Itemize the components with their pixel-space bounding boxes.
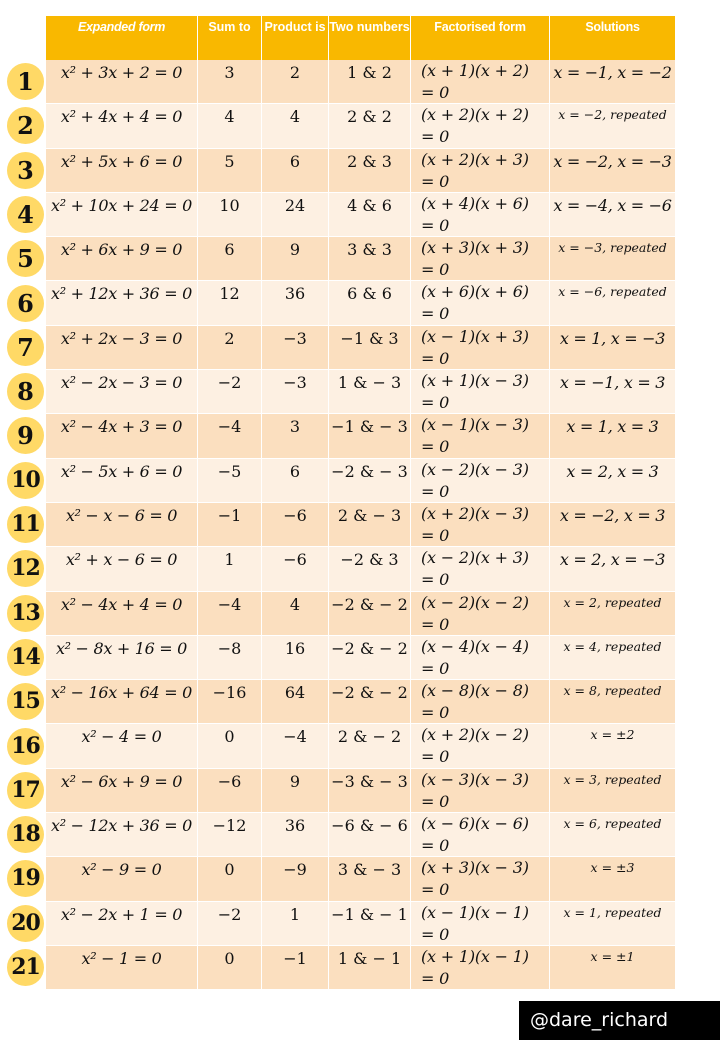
solution-cell: x = 6, repeated — [550, 813, 676, 857]
two-numbers-cell: −2 & − 2 — [329, 592, 411, 636]
factorising-table — [46, 16, 676, 990]
solution-cell: x = −6, repeated — [550, 281, 676, 325]
factorised-line-1: (x + 4)(x + 6) — [421, 193, 529, 213]
solution-cell: x = −4, x = −6 — [550, 193, 676, 237]
solution-cell: x = 1, x = −3 — [550, 326, 676, 370]
sum-cell: 0 — [198, 724, 262, 768]
row-number-badge: 14 — [7, 639, 44, 676]
factorised-line-1: (x − 6)(x − 6) — [421, 814, 529, 834]
table-row — [46, 326, 676, 370]
product-cell: 6 — [262, 149, 329, 193]
row-number-badge: 20 — [7, 905, 44, 942]
expanded-form-cell: x² + 12x + 36 = 0 — [46, 281, 198, 325]
product-cell: −4 — [262, 724, 329, 768]
factorised-line-2: = 0 — [421, 304, 450, 324]
solution-cell: x = −2, repeated — [550, 104, 676, 148]
row-number-badge: 8 — [7, 373, 44, 410]
row-number-badge: 6 — [7, 285, 44, 322]
row-number-badge: 19 — [7, 860, 44, 897]
expanded-form-cell: x² − 6x + 9 = 0 — [46, 769, 198, 813]
product-cell: 24 — [262, 193, 329, 237]
product-cell: 16 — [262, 636, 329, 680]
factorised-line-2: = 0 — [421, 437, 450, 457]
row-number-badge: 7 — [7, 329, 44, 366]
factorised-line-2: = 0 — [421, 614, 450, 634]
factorised-line-2: = 0 — [421, 880, 450, 900]
expanded-form-cell: x² − 5x + 6 = 0 — [46, 459, 198, 503]
two-numbers-cell: 1 & 2 — [329, 60, 411, 104]
sum-cell: −8 — [198, 636, 262, 680]
factorised-form-cell — [411, 281, 550, 325]
product-cell: 4 — [262, 592, 329, 636]
factorised-form-cell — [411, 813, 550, 857]
table-body — [46, 60, 676, 990]
sum-cell: −4 — [198, 592, 262, 636]
factorised-line-1: (x − 2)(x + 3) — [421, 548, 529, 568]
table-row — [46, 237, 676, 281]
factorised-form-cell — [411, 60, 550, 104]
factorised-line-2: = 0 — [421, 747, 450, 767]
two-numbers-cell: −6 & − 6 — [329, 813, 411, 857]
table-row — [46, 193, 676, 237]
factorised-line-1: (x − 1)(x − 3) — [421, 415, 529, 435]
row-number-badge: 12 — [7, 550, 44, 587]
expanded-form-cell: x² − 4x + 4 = 0 — [46, 592, 198, 636]
two-numbers-cell: 1 & − 3 — [329, 370, 411, 414]
factorised-line-2: = 0 — [421, 481, 450, 501]
factorised-line-2: = 0 — [421, 703, 450, 723]
solution-cell: x = 4, repeated — [550, 636, 676, 680]
sum-cell: −2 — [198, 902, 262, 946]
two-numbers-cell: −2 & − 3 — [329, 459, 411, 503]
solution-cell: x = −1, x = −2 — [550, 60, 676, 104]
two-numbers-cell: −3 & − 3 — [329, 769, 411, 813]
table-row — [46, 503, 676, 547]
factorised-line-2: = 0 — [421, 127, 450, 147]
table-row — [46, 636, 676, 680]
two-numbers-cell: 2 & 2 — [329, 104, 411, 148]
factorised-line-1: (x + 2)(x + 2) — [421, 105, 529, 125]
factorised-line-2: = 0 — [421, 968, 450, 988]
product-cell: −1 — [262, 946, 329, 990]
solution-cell: x = ±1 — [550, 946, 676, 990]
expanded-form-cell: x² + 6x + 9 = 0 — [46, 237, 198, 281]
product-cell: −3 — [262, 370, 329, 414]
header-product-is: Product is — [262, 16, 329, 60]
factorised-line-2: = 0 — [421, 348, 450, 368]
row-number-badge: 21 — [7, 949, 44, 986]
factorised-line-2: = 0 — [421, 83, 450, 102]
factorised-form-cell — [411, 946, 550, 990]
factorised-form-cell — [411, 592, 550, 636]
two-numbers-cell: 2 & − 3 — [329, 503, 411, 547]
sum-cell: 6 — [198, 237, 262, 281]
factorised-line-1: (x − 4)(x − 4) — [421, 636, 529, 656]
factorised-line-1: (x + 6)(x + 6) — [421, 282, 529, 302]
sum-cell: −12 — [198, 813, 262, 857]
header-factorised-form: Factorised form — [411, 16, 550, 60]
factorised-form-cell — [411, 370, 550, 414]
sum-cell: −5 — [198, 459, 262, 503]
factorised-form-cell — [411, 857, 550, 901]
sum-cell: 3 — [198, 60, 262, 104]
sum-cell: −16 — [198, 680, 262, 724]
solution-cell: x = 1, x = 3 — [550, 414, 676, 458]
factorised-line-2: = 0 — [421, 525, 450, 545]
row-number-badge: 2 — [7, 107, 44, 144]
factorised-line-1: (x − 8)(x − 8) — [421, 681, 529, 701]
solution-cell: x = ±3 — [550, 857, 676, 901]
product-cell: 36 — [262, 281, 329, 325]
table-row — [46, 902, 676, 946]
solution-cell: x = 8, repeated — [550, 680, 676, 724]
solution-cell: x = 2, x = −3 — [550, 547, 676, 591]
product-cell: 6 — [262, 459, 329, 503]
factorised-line-1: (x + 1)(x + 2) — [421, 61, 529, 80]
product-cell: 2 — [262, 60, 329, 104]
two-numbers-cell: −2 & 3 — [329, 547, 411, 591]
factorised-form-cell — [411, 724, 550, 768]
sum-cell: 10 — [198, 193, 262, 237]
two-numbers-cell: 6 & 6 — [329, 281, 411, 325]
factorised-line-1: (x − 2)(x − 3) — [421, 459, 529, 479]
factorised-form-cell — [411, 547, 550, 591]
solution-cell: x = −2, x = 3 — [550, 503, 676, 547]
solution-cell: x = 2, repeated — [550, 592, 676, 636]
factorised-form-cell — [411, 149, 550, 193]
product-cell: 4 — [262, 104, 329, 148]
factorised-line-2: = 0 — [421, 791, 450, 811]
table-row — [46, 459, 676, 503]
solution-cell: x = −2, x = −3 — [550, 149, 676, 193]
sum-cell: 5 — [198, 149, 262, 193]
two-numbers-cell: 3 & 3 — [329, 237, 411, 281]
factorised-line-1: (x + 2)(x + 3) — [421, 149, 529, 169]
expanded-form-cell: x² − x − 6 = 0 — [46, 503, 198, 547]
expanded-form-cell: x² + 10x + 24 = 0 — [46, 193, 198, 237]
factorised-line-1: (x + 2)(x − 3) — [421, 503, 529, 523]
table-row — [46, 281, 676, 325]
product-cell: −3 — [262, 326, 329, 370]
factorised-line-2: = 0 — [421, 836, 450, 856]
expanded-form-cell: x² − 1 = 0 — [46, 946, 198, 990]
product-cell: −6 — [262, 547, 329, 591]
sum-cell: 1 — [198, 547, 262, 591]
expanded-form-cell: x² − 12x + 36 = 0 — [46, 813, 198, 857]
row-number-badge: 17 — [7, 772, 44, 809]
product-cell: 9 — [262, 769, 329, 813]
table-row — [46, 680, 676, 724]
two-numbers-cell: 1 & − 1 — [329, 946, 411, 990]
two-numbers-cell: −1 & − 1 — [329, 902, 411, 946]
solution-cell: x = −1, x = 3 — [550, 370, 676, 414]
solution-cell: x = 3, repeated — [550, 769, 676, 813]
solution-cell: x = −3, repeated — [550, 237, 676, 281]
expanded-form-cell: x² + 4x + 4 = 0 — [46, 104, 198, 148]
sum-cell: −6 — [198, 769, 262, 813]
expanded-form-cell: x² − 2x − 3 = 0 — [46, 370, 198, 414]
sum-cell: 12 — [198, 281, 262, 325]
sum-cell: 0 — [198, 946, 262, 990]
header-solutions: Solutions — [550, 16, 676, 60]
factorised-line-1: (x + 3)(x + 3) — [421, 238, 529, 258]
factorised-line-1: (x + 1)(x − 1) — [421, 946, 529, 966]
expanded-form-cell: x² − 2x + 1 = 0 — [46, 902, 198, 946]
factorised-line-2: = 0 — [421, 393, 450, 413]
table-row — [46, 547, 676, 591]
row-number-badge: 16 — [7, 728, 44, 765]
row-number-badge: 3 — [7, 152, 44, 189]
expanded-form-cell: x² − 16x + 64 = 0 — [46, 680, 198, 724]
two-numbers-cell: 2 & 3 — [329, 149, 411, 193]
product-cell: 1 — [262, 902, 329, 946]
factorised-line-1: (x − 1)(x − 1) — [421, 902, 529, 922]
factorised-line-2: = 0 — [421, 570, 450, 590]
solution-cell: x = 2, x = 3 — [550, 459, 676, 503]
product-cell: 36 — [262, 813, 329, 857]
factorised-form-cell — [411, 503, 550, 547]
table-row — [46, 60, 676, 104]
two-numbers-cell: −1 & 3 — [329, 326, 411, 370]
expanded-form-cell: x² + 5x + 6 = 0 — [46, 149, 198, 193]
factorised-form-cell — [411, 193, 550, 237]
expanded-form-cell: x² + x − 6 = 0 — [46, 547, 198, 591]
row-number-badge: 18 — [7, 816, 44, 853]
table-header — [46, 16, 676, 60]
table-row — [46, 414, 676, 458]
expanded-form-cell: x² − 8x + 16 = 0 — [46, 636, 198, 680]
header-sum-to: Sum to — [198, 16, 262, 60]
factorised-line-1: (x − 2)(x − 2) — [421, 592, 529, 612]
factorised-line-1: (x − 1)(x + 3) — [421, 326, 529, 346]
two-numbers-cell: −2 & − 2 — [329, 680, 411, 724]
row-number-badge: 5 — [7, 240, 44, 277]
row-number-badge: 9 — [7, 417, 44, 454]
table-row — [46, 769, 676, 813]
factorised-form-cell — [411, 636, 550, 680]
product-cell: −9 — [262, 857, 329, 901]
factorised-form-cell — [411, 414, 550, 458]
factorised-line-2: = 0 — [421, 924, 450, 944]
table-row — [46, 857, 676, 901]
row-number-badge: 1 — [7, 63, 44, 100]
sum-cell: −1 — [198, 503, 262, 547]
expanded-form-cell: x² + 3x + 2 = 0 — [46, 60, 198, 104]
table-row — [46, 724, 676, 768]
factorised-line-1: (x + 2)(x − 2) — [421, 725, 529, 745]
two-numbers-cell: 4 & 6 — [329, 193, 411, 237]
factorised-form-cell — [411, 459, 550, 503]
table-row — [46, 592, 676, 636]
expanded-form-cell: x² − 9 = 0 — [46, 857, 198, 901]
factorised-line-2: = 0 — [421, 260, 450, 280]
factorised-line-2: = 0 — [421, 658, 450, 678]
solution-cell: x = 1, repeated — [550, 902, 676, 946]
factorised-line-2: = 0 — [421, 215, 450, 235]
row-number-badge: 15 — [7, 683, 44, 720]
factorised-line-1: (x − 3)(x − 3) — [421, 769, 529, 789]
sum-cell: −4 — [198, 414, 262, 458]
expanded-form-cell: x² − 4x + 3 = 0 — [46, 414, 198, 458]
expanded-form-cell: x² − 4 = 0 — [46, 724, 198, 768]
product-cell: 9 — [262, 237, 329, 281]
factorised-line-1: (x + 1)(x − 3) — [421, 371, 529, 391]
sum-cell: 4 — [198, 104, 262, 148]
product-cell: −6 — [262, 503, 329, 547]
header-expanded-form: Expanded form — [46, 16, 198, 60]
factorised-form-cell — [411, 769, 550, 813]
table-row — [46, 149, 676, 193]
table-row — [46, 946, 676, 990]
table-row — [46, 370, 676, 414]
product-cell: 3 — [262, 414, 329, 458]
two-numbers-cell: −2 & − 2 — [329, 636, 411, 680]
solution-cell: x = ±2 — [550, 724, 676, 768]
sum-cell: 0 — [198, 857, 262, 901]
header-two-numbers: Two numbers — [329, 16, 411, 60]
factorised-form-cell — [411, 902, 550, 946]
table-row — [46, 813, 676, 857]
row-number-badge: 10 — [7, 462, 44, 499]
two-numbers-cell: −1 & − 3 — [329, 414, 411, 458]
row-number-badge: 11 — [7, 506, 44, 543]
factorised-form-cell — [411, 237, 550, 281]
expanded-form-cell: x² + 2x − 3 = 0 — [46, 326, 198, 370]
product-cell: 64 — [262, 680, 329, 724]
sum-cell: −2 — [198, 370, 262, 414]
author-handle: @dare_richard — [519, 1001, 720, 1040]
factorised-form-cell — [411, 680, 550, 724]
factorised-line-2: = 0 — [421, 171, 450, 191]
two-numbers-cell: 3 & − 3 — [329, 857, 411, 901]
factorised-form-cell — [411, 104, 550, 148]
table-row — [46, 104, 676, 148]
two-numbers-cell: 2 & − 2 — [329, 724, 411, 768]
factorised-line-1: (x + 3)(x − 3) — [421, 858, 529, 878]
sum-cell: 2 — [198, 326, 262, 370]
row-number-badge: 4 — [7, 196, 44, 233]
factorised-form-cell — [411, 326, 550, 370]
row-number-badge: 13 — [7, 595, 44, 632]
